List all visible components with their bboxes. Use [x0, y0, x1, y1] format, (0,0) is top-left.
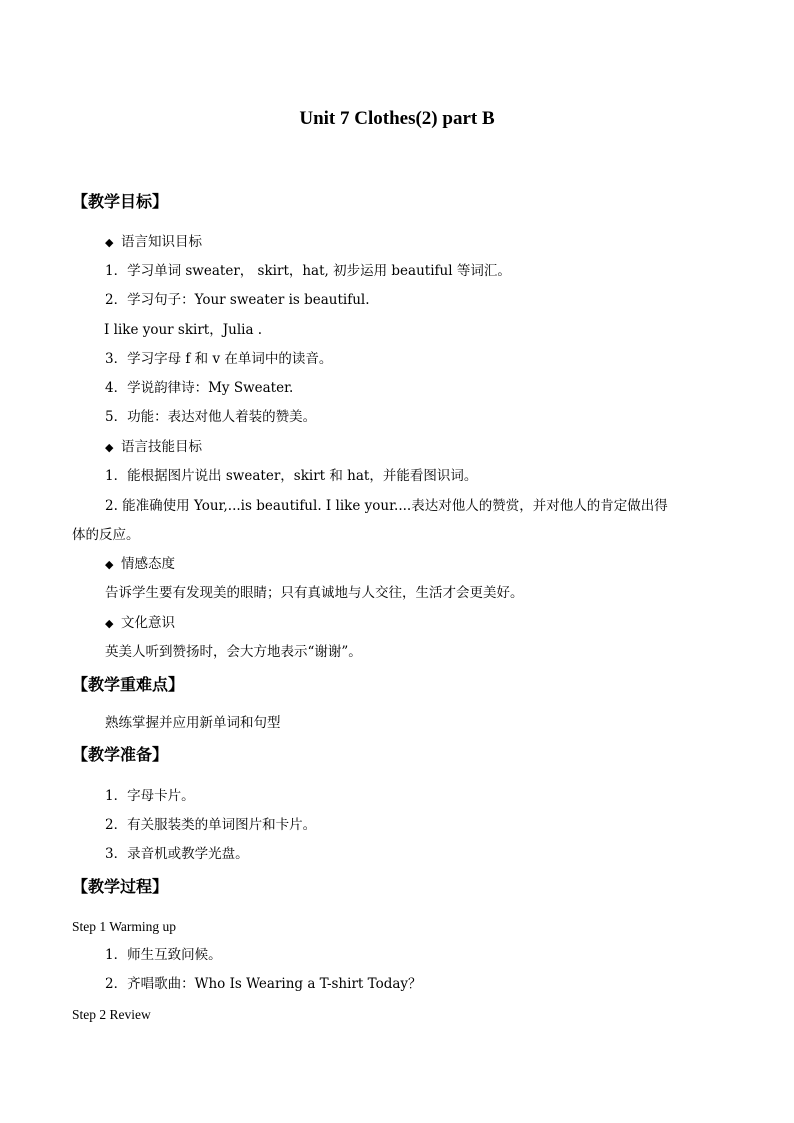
diamond-bullet-icon: ◆: [105, 558, 114, 571]
heading-preparation: 【教学准备】: [72, 745, 169, 764]
preparation-item-2: 2．有关服装类的单词图片和卡片。: [105, 817, 317, 833]
step-1-item-2: 2．齐唱歌曲：Who Is Wearing a T-shirt Today？: [105, 976, 422, 992]
diamond-bullet-icon: ◆: [105, 441, 114, 454]
diamond-bullet-icon: ◆: [105, 236, 114, 249]
step-2-title: Step 2 Review: [72, 1007, 151, 1022]
bullet-skills: [105, 438, 202, 457]
preparation-item-3: 3．录音机或教学光盘。: [105, 846, 249, 862]
bullet-attitude: [105, 555, 175, 574]
knowledge-title: 语言知识目标: [121, 234, 202, 250]
bullet-knowledge: [105, 233, 202, 252]
knowledge-item-5: 5．功能：表达对他人着装的赞美。: [105, 409, 317, 425]
skills-title: 语言技能目标: [121, 439, 202, 455]
knowledge-item-1: 1．学习单词 sweater， skirt，hat, 初步运用 beautiful 等词汇。: [105, 263, 511, 279]
heading-process: 【教学过程】: [72, 877, 169, 896]
knowledge-item-3: 3．学习字母 f 和 v 在单词中的读音。: [105, 351, 333, 367]
culture-text: 英美人听到赞扬时，会大方地表示“谢谢”。: [105, 644, 362, 660]
diamond-bullet-icon: ◆: [105, 617, 114, 630]
knowledge-item-4: 4．学说韵律诗：My Sweater.: [105, 380, 294, 396]
skills-item-2-cont: 体的反应。: [72, 527, 140, 543]
preparation-item-1: 1．字母卡片。: [105, 788, 195, 804]
step-1-title: Step 1 Warming up: [72, 919, 177, 934]
document-title: Unit 7 Clothes(2) part B: [299, 108, 495, 129]
skills-item-1: 1．能根据图片说出 sweater，skirt 和 hat，并能看图识词。: [105, 468, 478, 484]
attitude-text: 告诉学生要有发现美的眼睛；只有真诚地与人交往，生活才会更美好。: [105, 585, 524, 601]
heading-key-points: 【教学重难点】: [72, 675, 185, 694]
knowledge-item-2: 2．学习句子：Your sweater is beautiful.: [105, 292, 370, 308]
step-1-item-1: 1．师生互致问候。: [105, 947, 222, 963]
heading-objectives: 【教学目标】: [72, 192, 169, 211]
attitude-title: 情感态度: [121, 556, 175, 572]
skills-item-2: 2. 能准确使用 Your,...is beautiful. I like your....表达对他人的赞赏，并对他人的肯定做出得: [105, 498, 668, 514]
knowledge-item-2-cont: I like your skirt，Julia .: [104, 322, 263, 338]
bullet-culture: [105, 614, 175, 633]
key-points-text: 熟练掌握并应用新单词和句型: [105, 715, 281, 731]
culture-title: 文化意识: [121, 615, 175, 631]
